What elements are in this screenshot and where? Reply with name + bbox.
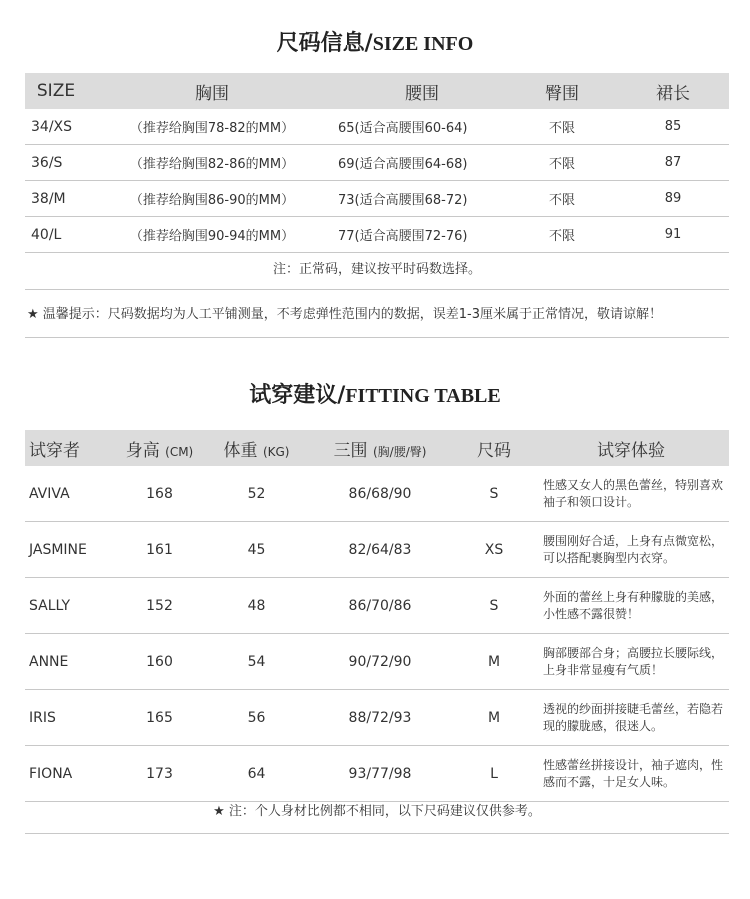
header-weight: 体重 (KG): [208, 430, 305, 466]
waist-cell: 77(适合高腰围72-76): [337, 217, 507, 253]
height-unit: (CM): [165, 444, 194, 459]
tester-weight: 52: [208, 466, 305, 522]
length-cell: 91: [617, 217, 729, 253]
table-row: [25, 466, 729, 522]
hip-cell: 不限: [507, 217, 617, 253]
size-cell: 36/S: [25, 145, 87, 181]
tester-measurements: 93/77/98: [305, 746, 455, 802]
tester-weight: 45: [208, 522, 305, 578]
tester-height: 161: [111, 522, 208, 578]
tester-size: M: [455, 634, 533, 690]
tester-weight: 48: [208, 578, 305, 634]
tester-measurements: 90/72/90: [305, 634, 455, 690]
header-height: 身高 (CM): [111, 430, 208, 466]
tester-experience: 外面的蕾丝上身有种朦胧的美感，小性感不露很赞！: [533, 578, 729, 634]
tester-height: 173: [111, 746, 208, 802]
tester-height: 165: [111, 690, 208, 746]
tester-name: AVIVA: [25, 466, 111, 522]
header-bust: 胸围: [87, 73, 337, 109]
size-table-header: [25, 73, 729, 109]
tester-experience: 性感蕾丝拼接设计，袖子遮肉，性感而不露，十足女人味。: [533, 746, 729, 802]
hip-cell: 不限: [507, 109, 617, 145]
length-cell: 89: [617, 181, 729, 217]
size-tip: ★ 温馨提示：尺码数据均为人工平铺测量，不考虑弹性范围内的数据，误差1-3厘米属于正常情况，敬请谅解！: [27, 307, 663, 322]
tester-weight: 54: [208, 634, 305, 690]
tester-measurements: 86/70/86: [305, 578, 455, 634]
size-cell: 40/L: [25, 217, 87, 253]
waist-cell: 65(适合高腰围60-64): [337, 109, 507, 145]
waist-cell: 73(适合高腰围68-72): [337, 181, 507, 217]
size-cell: 38/M: [25, 181, 87, 217]
tester-weight: 64: [208, 746, 305, 802]
bust-cell: （推荐给胸围90-94的MM）: [87, 217, 337, 253]
size-info-title: [0, 26, 750, 57]
hip-cell: 不限: [507, 145, 617, 181]
hip-cell: 不限: [507, 181, 617, 217]
tester-size: L: [455, 746, 533, 802]
header-length: 裙长: [617, 73, 729, 109]
waist-cell: 69(适合高腰围64-68): [337, 145, 507, 181]
table-row: [25, 690, 729, 746]
table-row: [25, 217, 729, 253]
header-experience: 试穿体验: [533, 430, 729, 466]
fitting-note: ★ 注：个人身材比例都不相同，以下尺码建议仅供参考。: [213, 804, 541, 819]
header-tester: 试穿者: [25, 430, 111, 466]
size-info-title-cn: 尺码信息/: [276, 31, 373, 56]
fitting-table-title: [0, 378, 750, 409]
table-row: [25, 522, 729, 578]
divider: [25, 833, 729, 834]
tester-size: XS: [455, 522, 533, 578]
tester-experience: 性感又女人的黑色蕾丝，特别喜欢袖子和领口设计。: [533, 466, 729, 522]
tester-size: S: [455, 466, 533, 522]
tester-experience: 透视的纱面拼接睫毛蕾丝，若隐若现的朦胧感，很迷人。: [533, 690, 729, 746]
fitting-table: [25, 430, 729, 802]
tester-name: ANNE: [25, 634, 111, 690]
tester-name: IRIS: [25, 690, 111, 746]
bust-cell: （推荐给胸围82-86的MM）: [87, 145, 337, 181]
size-info-table: [25, 73, 729, 253]
table-row: [25, 634, 729, 690]
tester-experience: 腰围刚好合适，上身有点微宽松，可以搭配裹胸型内衣穿。: [533, 522, 729, 578]
tester-name: SALLY: [25, 578, 111, 634]
header-measurements: 三围 (胸/腰/臀): [305, 430, 455, 466]
tester-name: JASMINE: [25, 522, 111, 578]
tester-height: 152: [111, 578, 208, 634]
weight-unit: (KG): [262, 444, 290, 459]
tester-measurements: 82/64/83: [305, 522, 455, 578]
table-row: [25, 746, 729, 802]
table-row: [25, 578, 729, 634]
fitting-title-en: FITTING TABLE: [345, 385, 501, 407]
bust-cell: （推荐给胸围86-90的MM）: [87, 181, 337, 217]
tester-experience: 胸部腰部合身；高腰拉长腰际线，上身非常显瘦有气质！: [533, 634, 729, 690]
header-hip: 臀围: [507, 73, 617, 109]
size-info-title-en: SIZE INFO: [372, 33, 474, 55]
header-size: SIZE: [25, 73, 87, 109]
size-cell: 34/XS: [25, 109, 87, 145]
fitting-title-cn: 试穿建议/: [249, 383, 346, 408]
tester-measurements: 88/72/93: [305, 690, 455, 746]
divider: [25, 337, 729, 338]
tester-height: 168: [111, 466, 208, 522]
divider: [25, 289, 729, 290]
header-fit-size: 尺码: [455, 430, 533, 466]
header-waist: 腰围: [337, 73, 507, 109]
table-row: [25, 145, 729, 181]
tester-name: FIONA: [25, 746, 111, 802]
length-cell: 85: [617, 109, 729, 145]
tester-size: S: [455, 578, 533, 634]
tester-size: M: [455, 690, 533, 746]
table-row: [25, 181, 729, 217]
table-row: [25, 109, 729, 145]
size-note: 注：正常码，建议按平时码数选择。: [272, 262, 481, 277]
measurements-unit: (胸/腰/臀): [372, 444, 427, 459]
fitting-table-header: [25, 430, 729, 466]
bust-cell: （推荐给胸围78-82的MM）: [87, 109, 337, 145]
tester-weight: 56: [208, 690, 305, 746]
length-cell: 87: [617, 145, 729, 181]
tester-measurements: 86/68/90: [305, 466, 455, 522]
tester-height: 160: [111, 634, 208, 690]
